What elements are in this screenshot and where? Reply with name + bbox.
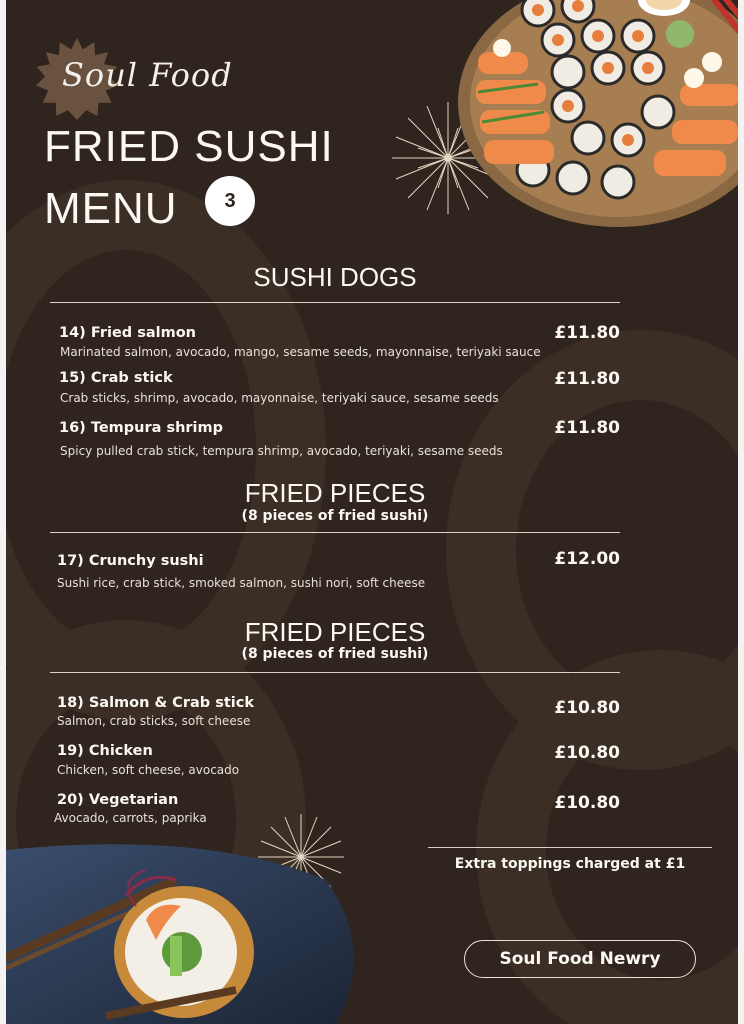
menu-item-price: £10.80 [554,793,620,813]
menu-item-description: Salmon, crab sticks, soft cheese [57,714,251,728]
section-title-fried-pieces: FRIED PIECES [244,478,426,508]
menu-page [6,0,738,1024]
menu-item-name: 20) Vegetarian [57,792,179,808]
section-title-fried-pieces: FRIED PIECES [244,617,426,647]
logo-text: Soul Food [62,56,233,94]
menu-item-name: 17) Crunchy sushi [57,553,204,569]
section-subtitle: (8 pieces of fried sushi) [241,508,429,524]
title-line-1: FRIED SUSHI [44,122,334,171]
menu-item-name: 15) Crab stick [59,370,173,386]
menu-item-price: £10.80 [554,743,620,763]
section-divider [50,302,620,303]
menu-item-name: 18) Salmon & Crab stick [57,695,254,711]
menu-item-price: £11.80 [554,369,620,389]
fried-sushi-photo [6,840,366,1024]
section-title-sushi-dogs: SUSHI DOGS [253,262,417,292]
extra-toppings-note: Extra toppings charged at £1 [454,856,686,872]
menu-item-price: £11.80 [554,418,620,438]
menu-item-description: Sushi rice, crab stick, smoked salmon, sushi nori, soft cheese [57,576,426,590]
title-line-2: MENU [44,184,178,233]
menu-item-price: £10.80 [554,698,620,718]
section-divider [50,672,620,673]
menu-item-price: £12.00 [554,549,620,569]
menu-item-description: Chicken, soft cheese, avocado [57,763,240,777]
footer-divider [428,847,712,848]
menu-item-description: Crab sticks, shrimp, avocado, mayonnaise, teriyaki sauce, sesame seeds [60,391,499,405]
menu-item-description: Spicy pulled crab stick, tempura shrimp, avocado, teriyaki, sesame seeds [60,444,503,458]
sushi-platter-image [458,0,738,232]
menu-item-name: 14) Fried salmon [59,325,196,341]
menu-item-description: Avocado, carrots, paprika [54,811,207,825]
page-number-badge: 3 [205,176,255,226]
menu-title [44,116,334,240]
section-divider [50,532,620,533]
menu-item-name: 19) Chicken [57,743,153,759]
menu-item-name: 16) Tempura shrimp [59,420,224,436]
menu-item-price: £11.80 [554,323,620,343]
section-subtitle: (8 pieces of fried sushi) [241,646,429,662]
menu-item-description: Marinated salmon, avocado, mango, sesame seeds, mayonnaise, teriyaki sauce [60,345,541,359]
restaurant-name-button[interactable]: Soul Food Newry [464,940,696,978]
